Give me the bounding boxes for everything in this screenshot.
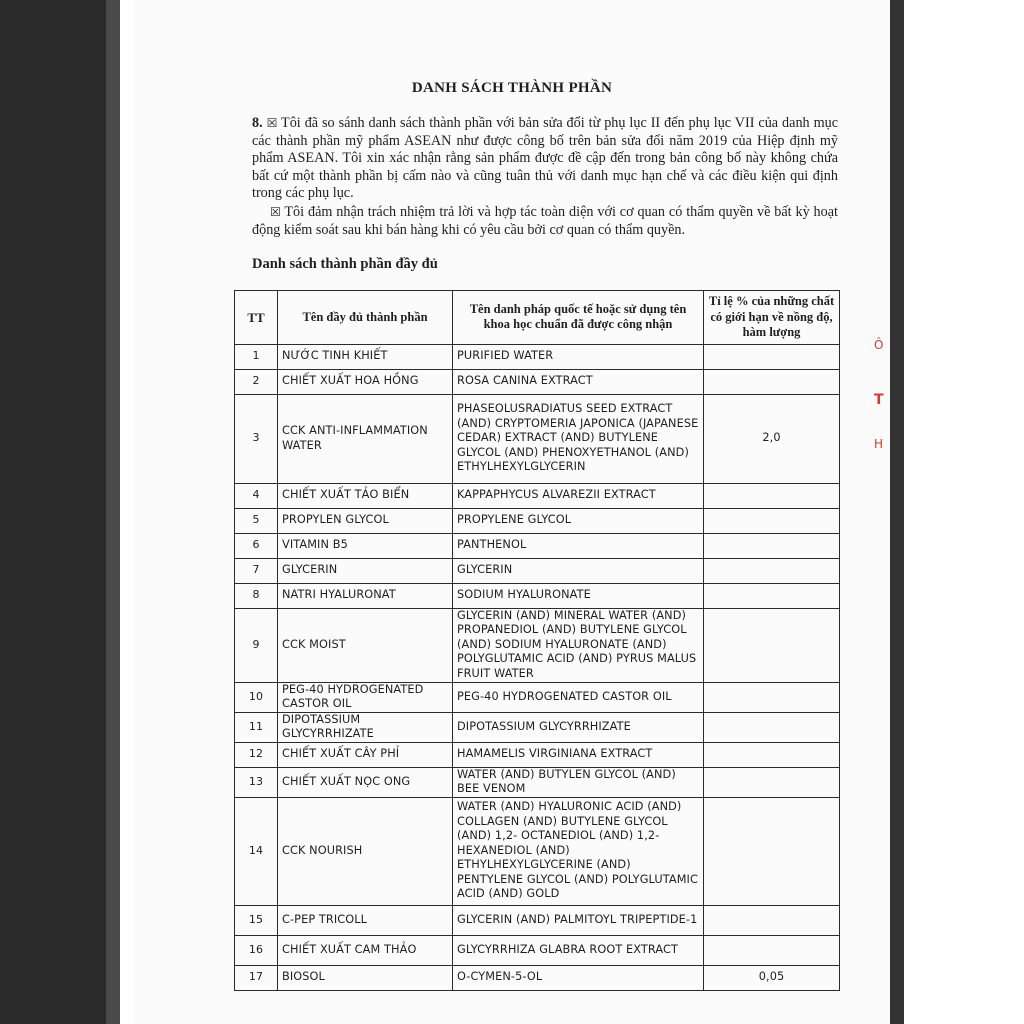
cell-inci-name: GLYCERIN (AND) MINERAL WATER (AND) PROPANEDIOL (AND) BUTYLENE GLYCOL (AND) SODIUM HYALURONATE (AND) POLYGLUTAMIC ACID (AND) PYRUS MALUS FRUIT WATER [453, 608, 704, 682]
cell-inci-name: KAPPAPHYCUS ALVAREZII EXTRACT [453, 483, 704, 508]
responsibility-paragraph [252, 204, 838, 239]
cell-tt: 16 [235, 935, 278, 965]
cell-full-name: BIOSOL [278, 965, 453, 990]
table-row [235, 905, 840, 935]
cell-tt: 14 [235, 797, 278, 905]
cell-full-name: CHIẾT XUẤT NỌC ONG [278, 767, 453, 797]
cell-inci-name: PURIFIED WATER [453, 344, 704, 369]
stamp-fragment: T [874, 392, 884, 408]
header-full-name: Tên đầy đủ thành phần [278, 291, 453, 345]
paragraph-number: 8. [252, 115, 263, 131]
table-row [235, 583, 840, 608]
cell-inci-name: GLYCERIN (AND) PALMITOYL TRIPEPTIDE-1 [453, 905, 704, 935]
cell-percentage: 0,05 [704, 965, 840, 990]
table-row [235, 965, 840, 990]
cell-full-name: CCK ANTI-INFLAMMATION WATER [278, 394, 453, 483]
cell-tt: 11 [235, 712, 278, 742]
table-row [235, 767, 840, 797]
cell-inci-name: O-CYMEN-5-OL [453, 965, 704, 990]
document-title: DANH SÁCH THÀNH PHẦN [411, 80, 613, 96]
header-percentage: Tỉ lệ % của những chất có giới hạn về nồng độ, hàm lượng [704, 291, 840, 345]
stamp-fragment: Ô [874, 338, 884, 352]
cell-full-name: PROPYLEN GLYCOL [278, 508, 453, 533]
header-inci-name: Tên danh pháp quốc tế hoặc sử dụng tên khoa học chuẩn đã được công nhận [453, 291, 704, 345]
cell-percentage [704, 483, 840, 508]
cell-full-name: CCK NOURISH [278, 797, 453, 905]
cell-tt: 15 [235, 905, 278, 935]
cell-percentage [704, 508, 840, 533]
cell-full-name: PEG-40 HYDROGENATED CASTOR OIL [278, 682, 453, 712]
cell-percentage [704, 935, 840, 965]
cell-full-name: GLYCERIN [278, 558, 453, 583]
cell-tt: 17 [235, 965, 278, 990]
declaration-paragraph-8 [252, 115, 838, 203]
cell-tt: 8 [235, 583, 278, 608]
table-row [235, 935, 840, 965]
cell-tt: 4 [235, 483, 278, 508]
paragraph-text: Tôi đảm nhận trách nhiệm trả lời và hợp tác toàn diện với cơ quan có thẩm quyền về bất kỳ hoạt động kiểm soát sau khi bán hàng khi có yêu cầu bởi cơ quan có thẩm quyền. [252, 204, 838, 238]
cell-inci-name: DIPOTASSIUM GLYCYRRHIZATE [453, 712, 704, 742]
right-dark-border [890, 0, 904, 1024]
table-row [235, 344, 840, 369]
cell-full-name: CHIẾT XUẤT CÂY PHỈ [278, 742, 453, 767]
cell-tt: 2 [235, 369, 278, 394]
cell-percentage [704, 583, 840, 608]
cell-percentage [704, 767, 840, 797]
table-row [235, 712, 840, 742]
stamp-fragment: H [874, 437, 884, 451]
table-header-row [235, 291, 840, 345]
cell-percentage [704, 797, 840, 905]
table-row [235, 682, 840, 712]
cell-tt: 7 [235, 558, 278, 583]
cell-percentage [704, 905, 840, 935]
cell-full-name: VITAMIN B5 [278, 533, 453, 558]
cell-full-name: CHIẾT XUẤT HOA HỒNG [278, 369, 453, 394]
cell-inci-name: WATER (AND) BUTYLEN GLYCOL (AND) BEE VENOM [453, 767, 704, 797]
cell-tt: 1 [235, 344, 278, 369]
cell-inci-name: GLYCERIN [453, 558, 704, 583]
document-page [134, 0, 890, 1024]
cell-inci-name: PANTHENOL [453, 533, 704, 558]
cell-inci-name: ROSA CANINA EXTRACT [453, 369, 704, 394]
cell-percentage [704, 533, 840, 558]
cell-inci-name: PEG-40 HYDROGENATED CASTOR OIL [453, 682, 704, 712]
table-row [235, 483, 840, 508]
cell-full-name: CCK MOIST [278, 608, 453, 682]
cell-inci-name: GLYCYRRHIZA GLABRA ROOT EXTRACT [453, 935, 704, 965]
cell-tt: 3 [235, 394, 278, 483]
cell-percentage [704, 742, 840, 767]
table-row [235, 608, 840, 682]
cell-full-name: CHIẾT XUẤT TẢO BIỂN [278, 483, 453, 508]
cell-tt: 13 [235, 767, 278, 797]
cell-tt: 6 [235, 533, 278, 558]
cell-tt: 12 [235, 742, 278, 767]
cell-percentage [704, 682, 840, 712]
table-row [235, 369, 840, 394]
ingredient-list-heading: Danh sách thành phần đầy đủ [252, 256, 438, 272]
table-row [235, 742, 840, 767]
header-tt: TT [235, 291, 278, 345]
cell-full-name: DIPOTASSIUM GLYCYRRHIZATE [278, 712, 453, 742]
cell-tt: 9 [235, 608, 278, 682]
table-row [235, 558, 840, 583]
checkbox-icon: ☒ [266, 116, 278, 130]
left-dark-border [0, 0, 120, 1024]
cell-percentage [704, 608, 840, 682]
cell-inci-name: PHASEOLUSRADIATUS SEED EXTRACT (AND) CRYPTOMERIA JAPONICA (JAPANESE CEDAR) EXTRACT (AND) BUTYLENE GLYCOL (AND) PHENOXYETHANOL (AND) ETHYLHEXYLGLYCERIN [453, 394, 704, 483]
cell-tt: 5 [235, 508, 278, 533]
table-row [235, 508, 840, 533]
cell-full-name: NATRI HYALURONAT [278, 583, 453, 608]
table-row [235, 797, 840, 905]
cell-tt: 10 [235, 682, 278, 712]
cell-inci-name: SODIUM HYALURONATE [453, 583, 704, 608]
cell-inci-name: HAMAMELIS VIRGINIANA EXTRACT [453, 742, 704, 767]
cell-percentage [704, 712, 840, 742]
cell-percentage [704, 558, 840, 583]
cell-inci-name: PROPYLENE GLYCOL [453, 508, 704, 533]
cell-full-name: CHIẾT XUẤT CAM THẢO [278, 935, 453, 965]
cell-full-name: C-PEP TRICOLL [278, 905, 453, 935]
paragraph-text: Tôi đã so sánh danh sách thành phần với bản sửa đổi từ phụ lục II đến phụ lục VII của danh mục các thành phần mỹ phẩm ASEAN như được công bố trên bản sửa đổi năm 2019 của Hiệp định mỹ phẩm ASEAN. Tôi xin xác nhận rằng sản phẩm được đề cập đến trong bản công bố này không chứa bất cứ một thành phần bị cấm nào và cũng tuân thủ với danh mục hạn chế và các điều kiện qui định trong các phụ lục. [252, 115, 838, 201]
table-row [235, 533, 840, 558]
cell-percentage [704, 344, 840, 369]
cell-full-name: NƯỚC TINH KHIẾT [278, 344, 453, 369]
cell-percentage: 2,0 [704, 394, 840, 483]
table-row [235, 394, 840, 483]
cell-inci-name: WATER (AND) HYALURONIC ACID (AND) COLLAGEN (AND) BUTYLENE GLYCOL (AND) 1,2- OCTANEDIOL (AND) 1,2-HEXANEDIOL (AND) ETHYLHEXYLGLYCERINE (AND) PENTYLENE GLYCOL (AND) POLYGLUTAMIC ACID (AND) GOLD [453, 797, 704, 905]
checkbox-icon: ☒ [270, 205, 281, 219]
cell-percentage [704, 369, 840, 394]
ingredient-table [234, 290, 840, 991]
